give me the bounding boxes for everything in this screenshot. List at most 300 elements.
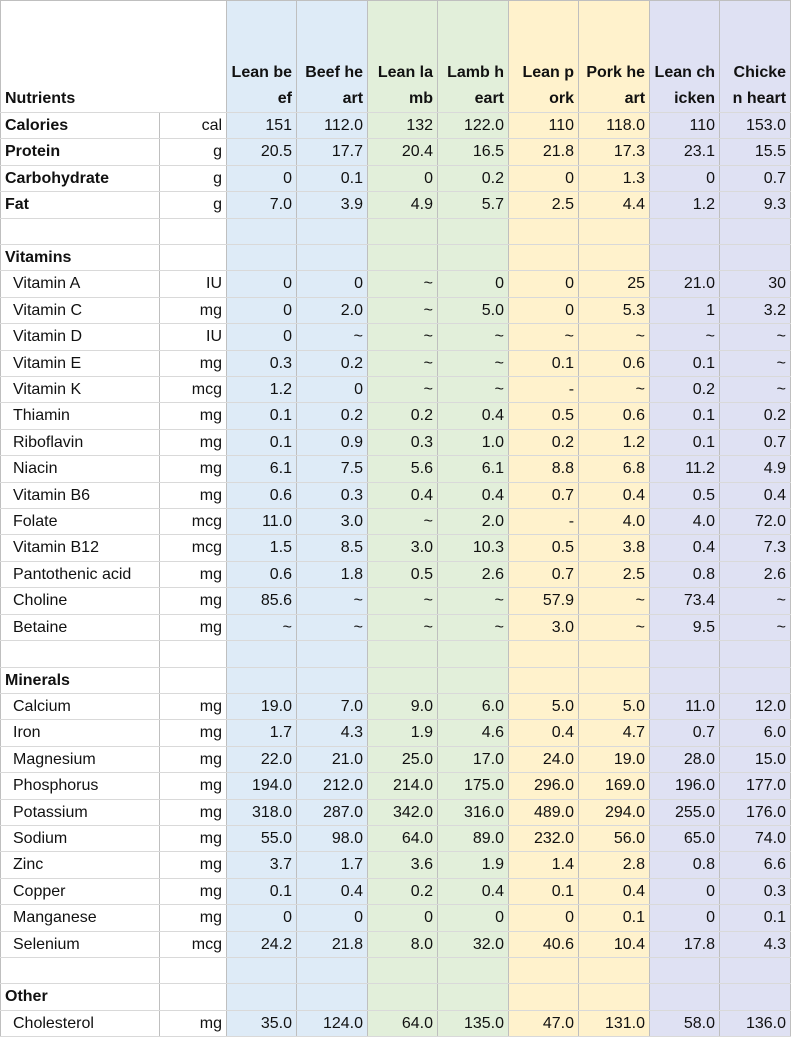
nutrient-name: Phosphorus <box>1 773 160 799</box>
value-cell: 0 <box>509 165 579 191</box>
value-cell: 17.3 <box>579 139 650 165</box>
nutrient-unit: mg <box>160 614 227 640</box>
value-cell: ~ <box>368 588 438 614</box>
value-cell: 0.4 <box>579 878 650 904</box>
value-cell: 0.5 <box>509 403 579 429</box>
value-cell: 20.5 <box>227 139 297 165</box>
value-cell <box>368 957 438 983</box>
value-cell: 9.3 <box>720 192 791 218</box>
value-cell: 4.9 <box>368 192 438 218</box>
value-cell: 6.0 <box>720 720 791 746</box>
value-cell: 74.0 <box>720 825 791 851</box>
value-cell: 2.6 <box>438 561 509 587</box>
value-cell: 489.0 <box>509 799 579 825</box>
value-cell: 1 <box>650 297 720 323</box>
table-row <box>1 535 791 561</box>
nutrient-name: Manganese <box>1 905 160 931</box>
value-cell: 0.1 <box>509 350 579 376</box>
value-cell <box>509 245 579 271</box>
value-cell: 0.4 <box>438 482 509 508</box>
value-cell: 1.2 <box>227 377 297 403</box>
value-cell: 0 <box>368 165 438 191</box>
value-cell: 0.2 <box>509 429 579 455</box>
nutrient-unit: g <box>160 192 227 218</box>
table-row <box>1 561 791 587</box>
table-body <box>1 113 791 1037</box>
value-cell: ~ <box>297 324 368 350</box>
value-cell: 4.4 <box>579 192 650 218</box>
table-row <box>1 509 791 535</box>
value-cell: 7.5 <box>297 456 368 482</box>
value-cell: ~ <box>579 614 650 640</box>
value-cell: 10.4 <box>579 931 650 957</box>
value-cell: 0 <box>509 297 579 323</box>
table-row <box>1 720 791 746</box>
value-cell: ~ <box>720 350 791 376</box>
value-cell <box>297 641 368 667</box>
table-row <box>1 482 791 508</box>
value-cell: 3.0 <box>368 535 438 561</box>
blank-row <box>1 957 791 983</box>
value-cell: ~ <box>438 377 509 403</box>
nutrient-unit: mg <box>160 561 227 587</box>
value-cell: 1.9 <box>438 852 509 878</box>
nutrient-unit <box>160 667 227 693</box>
value-cell <box>509 984 579 1010</box>
value-cell: 0.2 <box>368 403 438 429</box>
nutrient-unit: g <box>160 139 227 165</box>
value-cell <box>297 667 368 693</box>
value-cell: 0 <box>297 271 368 297</box>
nutrient-name: Betaine <box>1 614 160 640</box>
table-row <box>1 139 791 165</box>
value-cell: ~ <box>438 588 509 614</box>
value-cell: 0 <box>509 271 579 297</box>
nutrient-name: Iron <box>1 720 160 746</box>
nutrient-unit: mg <box>160 1010 227 1036</box>
nutrient-name: Cholesterol <box>1 1010 160 1036</box>
value-cell: 5.3 <box>579 297 650 323</box>
table-row <box>1 403 791 429</box>
value-cell: 9.0 <box>368 693 438 719</box>
nutrient-unit: mg <box>160 693 227 719</box>
value-cell <box>368 984 438 1010</box>
value-cell: 2.6 <box>720 561 791 587</box>
value-cell: 3.7 <box>227 852 297 878</box>
nutrient-name: Vitamin E <box>1 350 160 376</box>
value-cell: 72.0 <box>720 509 791 535</box>
nutrient-unit: mg <box>160 403 227 429</box>
value-cell: 0.3 <box>297 482 368 508</box>
value-cell <box>368 218 438 244</box>
table-row <box>1 773 791 799</box>
value-cell: 0 <box>227 165 297 191</box>
value-cell: 0.2 <box>297 350 368 376</box>
value-cell: ~ <box>720 588 791 614</box>
value-cell: 4.9 <box>720 456 791 482</box>
value-cell <box>650 667 720 693</box>
value-cell: 65.0 <box>650 825 720 851</box>
value-cell: 0 <box>438 905 509 931</box>
value-cell: 118.0 <box>579 113 650 139</box>
value-cell <box>579 667 650 693</box>
value-cell: 25 <box>579 271 650 297</box>
value-cell: 151 <box>227 113 297 139</box>
value-cell: 153.0 <box>720 113 791 139</box>
value-cell: ~ <box>368 297 438 323</box>
value-cell: 0.1 <box>720 905 791 931</box>
nutrient-name <box>1 641 160 667</box>
column-header: Lean chicken <box>650 1 720 113</box>
value-cell: 85.6 <box>227 588 297 614</box>
value-cell: 3.0 <box>509 614 579 640</box>
value-cell: 122.0 <box>438 113 509 139</box>
value-cell: 0.3 <box>368 429 438 455</box>
value-cell: 8.8 <box>509 456 579 482</box>
column-header: Pork heart <box>579 1 650 113</box>
value-cell: 20.4 <box>368 139 438 165</box>
table-row <box>1 165 791 191</box>
header-row <box>1 1 791 113</box>
value-cell: ~ <box>227 614 297 640</box>
value-cell: 0.4 <box>438 403 509 429</box>
nutrient-name <box>1 957 160 983</box>
value-cell: 0.7 <box>720 429 791 455</box>
nutrient-unit: mcg <box>160 509 227 535</box>
value-cell: 1.7 <box>297 852 368 878</box>
value-cell: 177.0 <box>720 773 791 799</box>
value-cell: 19.0 <box>579 746 650 772</box>
nutrient-name: Protein <box>1 139 160 165</box>
value-cell: 0.1 <box>650 429 720 455</box>
value-cell: 5.7 <box>438 192 509 218</box>
value-cell: ~ <box>720 324 791 350</box>
value-cell: 318.0 <box>227 799 297 825</box>
value-cell <box>227 245 297 271</box>
value-cell: 40.6 <box>509 931 579 957</box>
nutrient-name: Vitamin K <box>1 377 160 403</box>
nutrient-unit <box>160 984 227 1010</box>
table-row <box>1 931 791 957</box>
value-cell <box>438 957 509 983</box>
value-cell: ~ <box>297 588 368 614</box>
value-cell: 19.0 <box>227 693 297 719</box>
value-cell <box>297 957 368 983</box>
value-cell: 212.0 <box>297 773 368 799</box>
value-cell: 135.0 <box>438 1010 509 1036</box>
value-cell <box>579 245 650 271</box>
value-cell: 136.0 <box>720 1010 791 1036</box>
value-cell: 0.6 <box>579 403 650 429</box>
value-cell <box>368 667 438 693</box>
value-cell: 0 <box>227 905 297 931</box>
value-cell: 5.0 <box>579 693 650 719</box>
table-row <box>1 588 791 614</box>
value-cell <box>509 641 579 667</box>
value-cell <box>509 218 579 244</box>
value-cell: 30 <box>720 271 791 297</box>
value-cell: 2.0 <box>438 509 509 535</box>
value-cell: ~ <box>368 350 438 376</box>
value-cell: 98.0 <box>297 825 368 851</box>
value-cell: 0.4 <box>579 482 650 508</box>
value-cell: 3.0 <box>297 509 368 535</box>
value-cell <box>579 957 650 983</box>
value-cell: 2.5 <box>579 561 650 587</box>
value-cell: 0.6 <box>227 482 297 508</box>
nutrient-name: Carbohydrate <box>1 165 160 191</box>
value-cell: 12.0 <box>720 693 791 719</box>
value-cell: 23.1 <box>650 139 720 165</box>
value-cell: 0.6 <box>227 561 297 587</box>
nutrient-unit: mg <box>160 773 227 799</box>
value-cell: 255.0 <box>650 799 720 825</box>
value-cell: 0.5 <box>509 535 579 561</box>
value-cell <box>509 957 579 983</box>
section-label: Minerals <box>1 667 160 693</box>
value-cell: 3.2 <box>720 297 791 323</box>
value-cell: 4.0 <box>650 509 720 535</box>
value-cell: 0.4 <box>438 878 509 904</box>
value-cell: 0.7 <box>650 720 720 746</box>
value-cell: 24.0 <box>509 746 579 772</box>
value-cell: 342.0 <box>368 799 438 825</box>
value-cell: 5.0 <box>509 693 579 719</box>
nutrient-name: Riboflavin <box>1 429 160 455</box>
value-cell: 0.1 <box>297 165 368 191</box>
value-cell: ~ <box>509 324 579 350</box>
value-cell: 7.0 <box>227 192 297 218</box>
value-cell: 1.3 <box>579 165 650 191</box>
value-cell <box>438 641 509 667</box>
value-cell: ~ <box>579 324 650 350</box>
value-cell: 110 <box>509 113 579 139</box>
nutrient-name: Zinc <box>1 852 160 878</box>
value-cell: 1.8 <box>297 561 368 587</box>
nutrient-name: Pantothenic acid <box>1 561 160 587</box>
table-row <box>1 113 791 139</box>
value-cell: 22.0 <box>227 746 297 772</box>
value-cell: 176.0 <box>720 799 791 825</box>
nutrient-unit: g <box>160 165 227 191</box>
value-cell: 0.1 <box>509 878 579 904</box>
blank-row <box>1 641 791 667</box>
nutrient-unit: mg <box>160 588 227 614</box>
value-cell: 0 <box>297 377 368 403</box>
value-cell: 296.0 <box>509 773 579 799</box>
value-cell: 0.4 <box>509 720 579 746</box>
value-cell: ~ <box>438 614 509 640</box>
value-cell: 15.0 <box>720 746 791 772</box>
value-cell: 15.5 <box>720 139 791 165</box>
value-cell: 169.0 <box>579 773 650 799</box>
nutrient-unit: IU <box>160 324 227 350</box>
value-cell: ~ <box>720 614 791 640</box>
value-cell <box>720 641 791 667</box>
value-cell: 1.5 <box>227 535 297 561</box>
table-row <box>1 192 791 218</box>
value-cell: 1.0 <box>438 429 509 455</box>
value-cell <box>720 984 791 1010</box>
value-cell: 73.4 <box>650 588 720 614</box>
value-cell: 0 <box>368 905 438 931</box>
value-cell: 0.2 <box>297 403 368 429</box>
nutrient-name: Vitamin C <box>1 297 160 323</box>
value-cell: 0.2 <box>368 878 438 904</box>
table-row <box>1 429 791 455</box>
value-cell <box>509 667 579 693</box>
nutrient-unit: mcg <box>160 535 227 561</box>
value-cell: 4.3 <box>297 720 368 746</box>
value-cell: 9.5 <box>650 614 720 640</box>
value-cell <box>227 957 297 983</box>
nutrient-name: Choline <box>1 588 160 614</box>
value-cell: ~ <box>368 324 438 350</box>
table-row <box>1 297 791 323</box>
nutrient-unit: mg <box>160 852 227 878</box>
value-cell: 89.0 <box>438 825 509 851</box>
table-row <box>1 324 791 350</box>
value-cell: 0.8 <box>650 561 720 587</box>
nutrient-name: Potassium <box>1 799 160 825</box>
value-cell <box>368 245 438 271</box>
table-row <box>1 799 791 825</box>
value-cell: 294.0 <box>579 799 650 825</box>
value-cell: 0.1 <box>650 350 720 376</box>
section-row <box>1 245 791 271</box>
value-cell <box>227 641 297 667</box>
value-cell: ~ <box>368 271 438 297</box>
value-cell: 25.0 <box>368 746 438 772</box>
nutrient-name: Vitamin B6 <box>1 482 160 508</box>
nutrient-unit: mg <box>160 429 227 455</box>
value-cell: 5.6 <box>368 456 438 482</box>
column-header: Lean lamb <box>368 1 438 113</box>
value-cell: 4.3 <box>720 931 791 957</box>
value-cell: 5.0 <box>438 297 509 323</box>
value-cell: 7.0 <box>297 693 368 719</box>
table-row <box>1 905 791 931</box>
value-cell: 0.1 <box>227 403 297 429</box>
value-cell <box>650 218 720 244</box>
value-cell: 0.6 <box>579 350 650 376</box>
value-cell <box>720 957 791 983</box>
value-cell <box>227 667 297 693</box>
value-cell <box>227 218 297 244</box>
table-row <box>1 456 791 482</box>
value-cell: 64.0 <box>368 825 438 851</box>
value-cell: 196.0 <box>650 773 720 799</box>
value-cell: 1.7 <box>227 720 297 746</box>
section-row <box>1 984 791 1010</box>
table-row <box>1 825 791 851</box>
value-cell <box>650 984 720 1010</box>
value-cell: 47.0 <box>509 1010 579 1036</box>
value-cell: 6.1 <box>227 456 297 482</box>
value-cell: 0.5 <box>650 482 720 508</box>
value-cell: 16.5 <box>438 139 509 165</box>
table-row <box>1 878 791 904</box>
value-cell <box>579 641 650 667</box>
nutrient-name: Copper <box>1 878 160 904</box>
table-row <box>1 350 791 376</box>
value-cell: 0 <box>227 297 297 323</box>
value-cell: 0.7 <box>509 482 579 508</box>
value-cell: 0 <box>650 165 720 191</box>
nutrient-unit: mg <box>160 799 227 825</box>
nutrient-unit: mcg <box>160 931 227 957</box>
nutrient-unit: mg <box>160 482 227 508</box>
nutrient-name: Vitamin B12 <box>1 535 160 561</box>
value-cell: 17.0 <box>438 746 509 772</box>
value-cell: 1.9 <box>368 720 438 746</box>
value-cell: 8.5 <box>297 535 368 561</box>
value-cell: 0.9 <box>297 429 368 455</box>
value-cell <box>438 667 509 693</box>
value-cell: 0.7 <box>509 561 579 587</box>
table-row <box>1 693 791 719</box>
value-cell: 0.4 <box>650 535 720 561</box>
value-cell: 4.0 <box>579 509 650 535</box>
value-cell: 0 <box>650 905 720 931</box>
value-cell: 316.0 <box>438 799 509 825</box>
value-cell: 2.5 <box>509 192 579 218</box>
value-cell: 6.1 <box>438 456 509 482</box>
value-cell: 32.0 <box>438 931 509 957</box>
value-cell: 11.2 <box>650 456 720 482</box>
value-cell: 7.3 <box>720 535 791 561</box>
nutrient-unit: mg <box>160 297 227 323</box>
nutrient-name: Fat <box>1 192 160 218</box>
nutrient-unit <box>160 957 227 983</box>
value-cell: 24.2 <box>227 931 297 957</box>
value-cell: 11.0 <box>227 509 297 535</box>
value-cell: 10.3 <box>438 535 509 561</box>
column-header: Lamb heart <box>438 1 509 113</box>
nutrient-unit <box>160 218 227 244</box>
value-cell: 1.2 <box>650 192 720 218</box>
value-cell: 55.0 <box>227 825 297 851</box>
value-cell <box>579 218 650 244</box>
value-cell <box>227 984 297 1010</box>
nutrient-name: Folate <box>1 509 160 535</box>
value-cell: 1.2 <box>579 429 650 455</box>
value-cell: 3.9 <box>297 192 368 218</box>
value-cell: 64.0 <box>368 1010 438 1036</box>
value-cell: ~ <box>720 377 791 403</box>
nutrients-header: Nutrients <box>1 1 227 113</box>
table-row <box>1 271 791 297</box>
value-cell: 57.9 <box>509 588 579 614</box>
value-cell <box>650 641 720 667</box>
nutrient-unit <box>160 245 227 271</box>
nutrient-unit: mcg <box>160 377 227 403</box>
value-cell: 21.8 <box>509 139 579 165</box>
value-cell: 0.3 <box>227 350 297 376</box>
value-cell <box>368 641 438 667</box>
value-cell: 56.0 <box>579 825 650 851</box>
value-cell: 0.7 <box>720 165 791 191</box>
value-cell <box>720 245 791 271</box>
value-cell: 6.8 <box>579 456 650 482</box>
value-cell: 0.2 <box>438 165 509 191</box>
value-cell: 58.0 <box>650 1010 720 1036</box>
value-cell: 11.0 <box>650 693 720 719</box>
value-cell: ~ <box>650 324 720 350</box>
value-cell <box>579 984 650 1010</box>
value-cell: 0.2 <box>720 403 791 429</box>
section-row <box>1 667 791 693</box>
